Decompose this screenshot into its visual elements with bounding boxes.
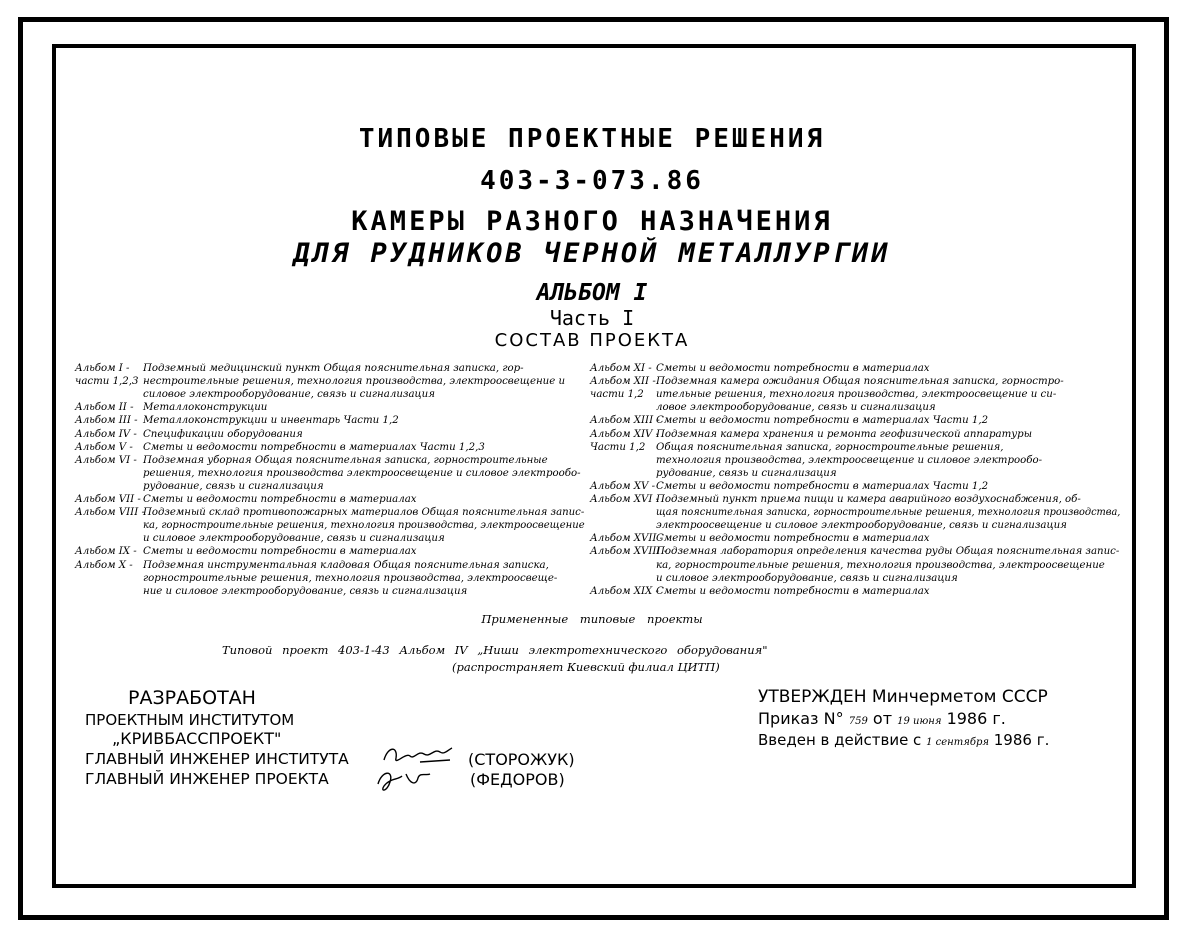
album-description: Сметы и ведомости потребности в материалах Части 1,2	[656, 415, 989, 427]
album-label: Альбом XIV -	[590, 428, 660, 440]
album-label: Альбом II -	[75, 402, 134, 414]
album-description: Сметы и ведомости потребности в материалах	[656, 585, 930, 597]
album-description: Металлоконструкции и инвентарь Части 1,2	[143, 415, 399, 427]
album-description: Сметы и ведомости потребности в материалах	[143, 546, 417, 558]
album-description: Спецификации оборудования	[143, 428, 303, 440]
doc-code: 403-3-073.86	[480, 166, 704, 196]
album-description: нестроительные решения, технология производства, электроосвещение и	[143, 376, 566, 388]
album-description: Сметы и ведомости потребности в материалах	[656, 533, 930, 545]
album-description: и силовое электрооборудование, связь и сигнализация	[656, 572, 958, 584]
album-description: рудование, связь и сигнализация	[656, 467, 837, 479]
album-description: щая пояснительная записка, горностроительные решения, технология производства,	[656, 507, 1121, 519]
album-description: Подземный пункт приема пищи и камера аварийного воздухоснабжения, об-	[656, 494, 1081, 505]
album-description: электроосвещение и силовое электрооборудование, связь и сигнализация	[656, 520, 1067, 532]
album-description: ительные решения, технология производства, электроосвещение и си-	[656, 389, 1057, 401]
album-description: Сметы и ведомости потребности в материалах	[656, 363, 930, 374]
album-description: ловое электрооборудование, связь и сигнализация	[656, 402, 936, 414]
order-prefix: Приказ N°	[758, 709, 844, 728]
album-description: Подземный медицинский пункт Общая пояснительная записка, гор-	[143, 363, 524, 374]
album-label: Альбом IX -	[75, 546, 137, 558]
applied-project-distributor: (распространяет Киевский филиал ЦИТП)	[452, 660, 720, 674]
order-number: 759	[848, 716, 868, 727]
album-description: рудование, связь и сигнализация	[143, 480, 324, 492]
album-description: Подземная камера хранения и ремонта геофизической аппаратуры	[656, 428, 1032, 440]
album-description: ка, горностроительные решения, технология производства, электроосвещение	[656, 559, 1105, 571]
doc-title-line3: КАМЕРЫ РАЗНОГО НАЗНАЧЕНИЯ	[351, 206, 833, 237]
album-label: Части 1,2	[590, 441, 646, 453]
album-label: Альбом XIII -	[590, 415, 660, 427]
album-description: Общая пояснительная записка, горностроительные решения,	[656, 441, 1004, 453]
album-label: Альбом XI -	[590, 363, 652, 374]
album-description: Сметы и ведомости потребности в материалах	[143, 494, 417, 505]
order-line	[758, 711, 1006, 727]
chief-engineer-project: ГЛАВНЫЙ ИНЖЕНЕР ПРОЕКТА	[85, 770, 329, 788]
chief-engineer-institute: ГЛАВНЫЙ ИНЖЕНЕР ИНСТИТУТА	[85, 750, 349, 768]
approval-line: УТВЕРЖДЕН Минчерметом СССР	[758, 687, 1048, 707]
signer2-name: (ФЕДОРОВ)	[470, 770, 565, 789]
album-label: Альбом III -	[75, 415, 138, 427]
developer-heading: РАЗРАБОТАН	[128, 687, 256, 709]
album-label: части 1,2	[590, 389, 644, 401]
developer-institute: ПРОЕКТНЫМ ИНСТИТУТОМ	[85, 711, 295, 729]
album-description: силовое электрооборудование, связь и сигнализация	[143, 389, 435, 401]
album-description: ние и силовое электрооборудование, связь и сигнализация	[143, 585, 468, 597]
album-label: Альбом I -	[75, 363, 130, 374]
album-label: Альбом XVI -	[590, 494, 660, 505]
order-mid: от	[872, 709, 893, 728]
album-description: ка, горностроительные решения, технология производства, электроосвещение	[143, 520, 585, 532]
album-description: горностроительные решения, технология производства, электроосвеще-	[143, 572, 558, 584]
album-description: Подземная камера ожидания Общая пояснительная записка, горностро-	[656, 376, 1064, 388]
album-description: технология производства, электроосвещение и силовое электрообо-	[656, 454, 1043, 466]
intro-year: 1986 г.	[993, 731, 1050, 749]
album-label: Альбом VI -	[75, 454, 137, 466]
composition-heading: СОСТАВ ПРОЕКТА	[494, 330, 690, 351]
introduction-line	[758, 733, 1049, 748]
album-label: Альбом XVII -	[590, 533, 664, 545]
applied-projects-heading: Примененные типовые проекты	[481, 612, 703, 626]
album-label: Альбом IV -	[75, 428, 137, 440]
left-album-list	[75, 364, 585, 604]
applied-project-line: Типовой проект 403-1-43 Альбом IV „Ниши электротехнического оборудования"	[222, 643, 768, 657]
album-description: Подземный склад противопожарных материалов Общая пояснительная запис-	[143, 507, 585, 519]
doc-title-line4: ДЛЯ РУДНИКОВ ЧЕРНОЙ МЕТАЛЛУРГИИ	[293, 238, 891, 269]
album-description: Подземная инструментальная кладовая Общая пояснительная записка,	[143, 559, 549, 571]
album-label: части 1,2,3	[75, 376, 139, 388]
signature-2	[372, 764, 442, 794]
album-description: Сметы и ведомости потребности в материалах Части 1,2	[656, 480, 989, 492]
album-heading: АЛЬБОМ I	[536, 280, 648, 306]
album-description: Подземная уборная Общая пояснительная записка, горностроительные	[143, 454, 548, 466]
album-label: Альбом XIX -	[590, 585, 659, 597]
album-label: Альбом VIII -	[75, 507, 145, 519]
part-heading: Часть I	[549, 306, 635, 330]
album-description: Подземная лаборатория определения качества руды Общая пояснительная запис-	[656, 546, 1120, 558]
album-label: Альбом V -	[75, 441, 133, 453]
album-label: Альбом XVIII -	[590, 546, 668, 558]
right-album-list	[590, 364, 1120, 604]
signer1-name: (СТОРОЖУК)	[468, 750, 575, 769]
album-description: решения, технология производства электроосвещение и силовое электрообо-	[143, 467, 581, 479]
album-label: Альбом X -	[75, 559, 133, 571]
order-year: 1986 г.	[946, 709, 1006, 728]
album-label: Альбом XII -	[590, 376, 656, 388]
album-description: Металлоконструкции	[143, 402, 268, 414]
album-description: и силовое электрооборудование, связь и сигнализация	[143, 533, 445, 545]
album-label: Альбом XV -	[590, 480, 656, 492]
intro-prefix: Введен в действие с	[758, 731, 922, 749]
developer-name: „КРИВБАССПРОЕКТ"	[112, 729, 282, 748]
album-label: Альбом VII -	[75, 494, 141, 505]
intro-date: 1 сентября	[926, 737, 989, 748]
doc-title-line1: ТИПОВЫЕ ПРОЕКТНЫЕ РЕШЕНИЯ	[358, 124, 826, 154]
album-description: Сметы и ведомости потребности в материалах Части 1,2,3	[143, 441, 485, 453]
order-date: 19 июня	[897, 716, 942, 727]
